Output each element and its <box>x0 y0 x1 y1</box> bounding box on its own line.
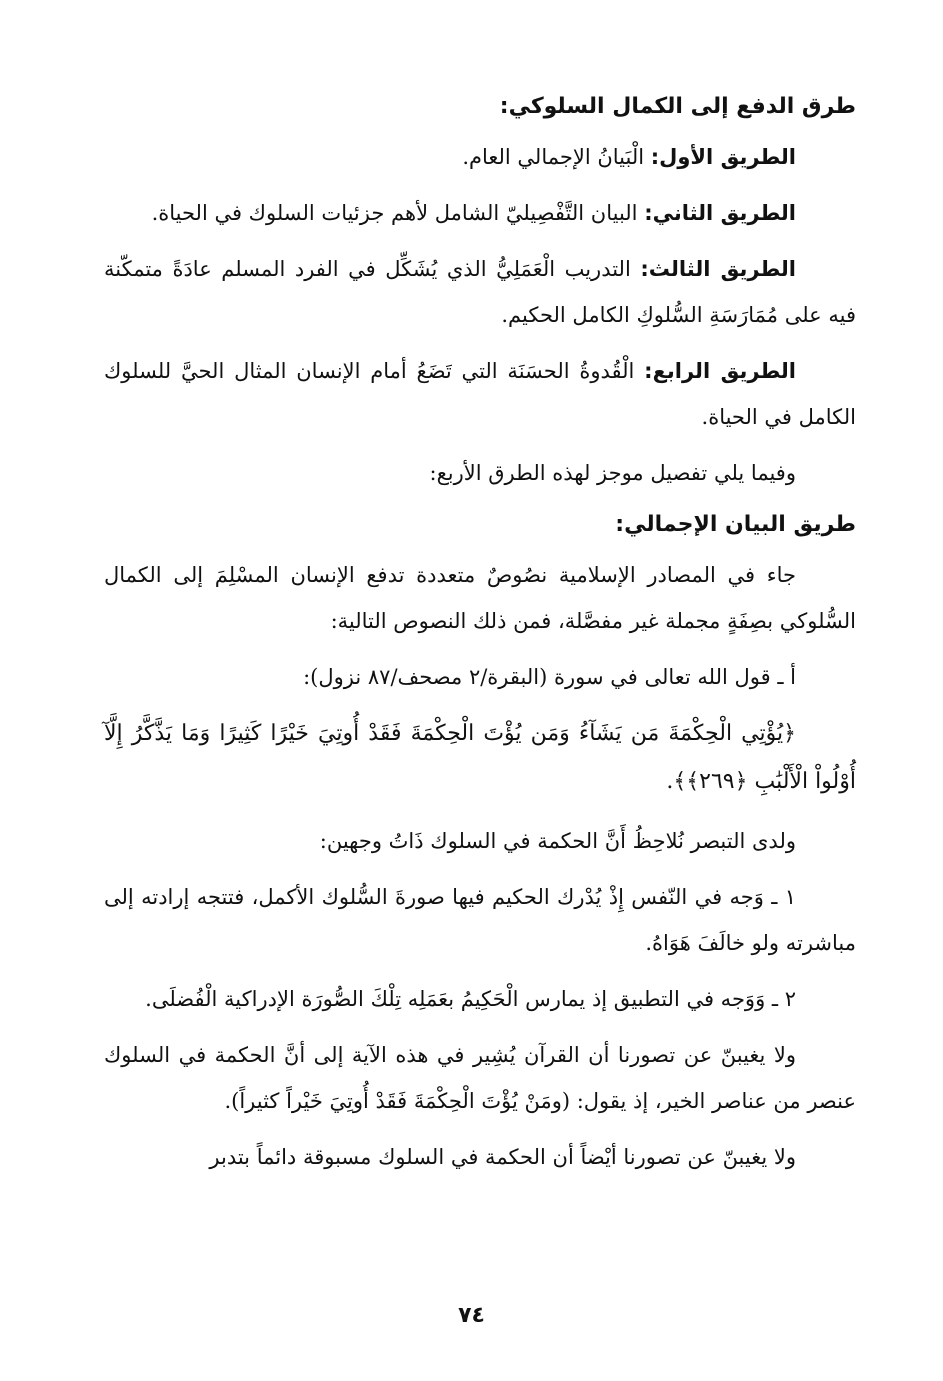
intro-paragraph: جاء في المصادر الإسلامية نصُوصٌ متعددة تدفع الإنسان المسْلِمَ إلى الكمال السُّلوكي بصِفَةٍ مجملة غير مفصَّلة، فمن ذلك النصوص التالية: <box>104 563 856 633</box>
wisdom-goodness-paragraph: ولا يغيبنّ عن تصورنا أن القرآن يُشِير في هذه الآية إلى أنَّ الحكمة في السلوك عنصر من عناصر الخير، إذ يقول: (ومَنْ يُؤْتَ الْحِكْمَةَ فَقَدْ أُوتِيَ خَيْراً كثيراً). <box>104 1043 856 1113</box>
point-2-paragraph: ٢ ـ وَوَجه في التطبيق إذ يمارس الْحَكِيمُ بعَمَلِه تِلْكَ الصُّورَة الإدراكية الْفُضلَى. <box>145 987 796 1011</box>
section-heading-behavioral-perfection: طرق الدفع إلى الكمال السلوكي: <box>499 94 856 119</box>
way-4-label: الطريق الرابع: <box>644 359 796 383</box>
quran-verse: ﴿يُؤْتِي الْحِكْمَةَ مَن يَشَآءُ وَمَن يُؤْتَ الْحِكْمَةَ فَقَدْ أُوتِيَ خَيْرًا كَثِيرًا وَمَا يَذَّكَّرُ إِلَّآ أُوْلُواْ الْأَلْبَٰبِ ﴿٢٦٩﴾﴾. <box>104 721 856 794</box>
way-1-text: الْبَيانُ الإجمالي العام. <box>462 145 651 169</box>
wisdom-reflection-paragraph: ولا يغيبنّ عن تصورنا أيْضاً أن الحكمة في السلوك مسبوقة دائماً بتدبر <box>209 1145 796 1169</box>
way-2-text: البيان التَّفْصِيليّ الشامل لأهم جزئيات السلوك في الحياة. <box>151 201 645 225</box>
way-3-paragraph <box>104 246 856 338</box>
item-a-line: أ ـ قول الله تعالى في سورة (البقرة/٢ مصحف/٨٧ نزول): <box>303 665 796 689</box>
way-3-label: الطريق الثالث: <box>640 257 796 281</box>
page-number: ٧٤ <box>458 1303 485 1328</box>
way-2-paragraph <box>104 190 856 236</box>
way-1-paragraph <box>104 134 856 180</box>
way-4-text: الْقُدوةُ الحسَنَة التي تَضَعُ أمام الإنسان المثال الحيَّ للسلوك الكامل في الحياة. <box>104 359 856 429</box>
way-3-text: التدريب الْعَمَلِيُّ الذي يُشَكِّل في الفرد المسلم عادَةً متمكّنة فيه على مُمَارَسَةِ السُّلوكِ الكامل الحكيم. <box>104 257 856 327</box>
page-body <box>104 78 856 1190</box>
point-1-paragraph: ١ ـ وَجه في النّفس إِذْ يُدْرك الحكيم فيها صورةَ السُّلوك الأكمل، فتتجه إرادته إلى مباشرته ولو خالَفَ هَوَاهُ. <box>104 885 856 955</box>
summary-line: وفيما يلي تفصيل موجز لهذه الطرق الأربع: <box>429 461 796 485</box>
way-1-label: الطريق الأول: <box>650 145 796 169</box>
way-4-paragraph <box>104 348 856 440</box>
way-2-label: الطريق الثاني: <box>644 201 796 225</box>
section-heading-general-statement: طريق البيان الإجمالي: <box>615 512 856 537</box>
observation-line: ولدى التبصر نُلاحِظُ أَنَّ الحكمة في السلوك ذَاتُ وجهين: <box>319 829 796 853</box>
